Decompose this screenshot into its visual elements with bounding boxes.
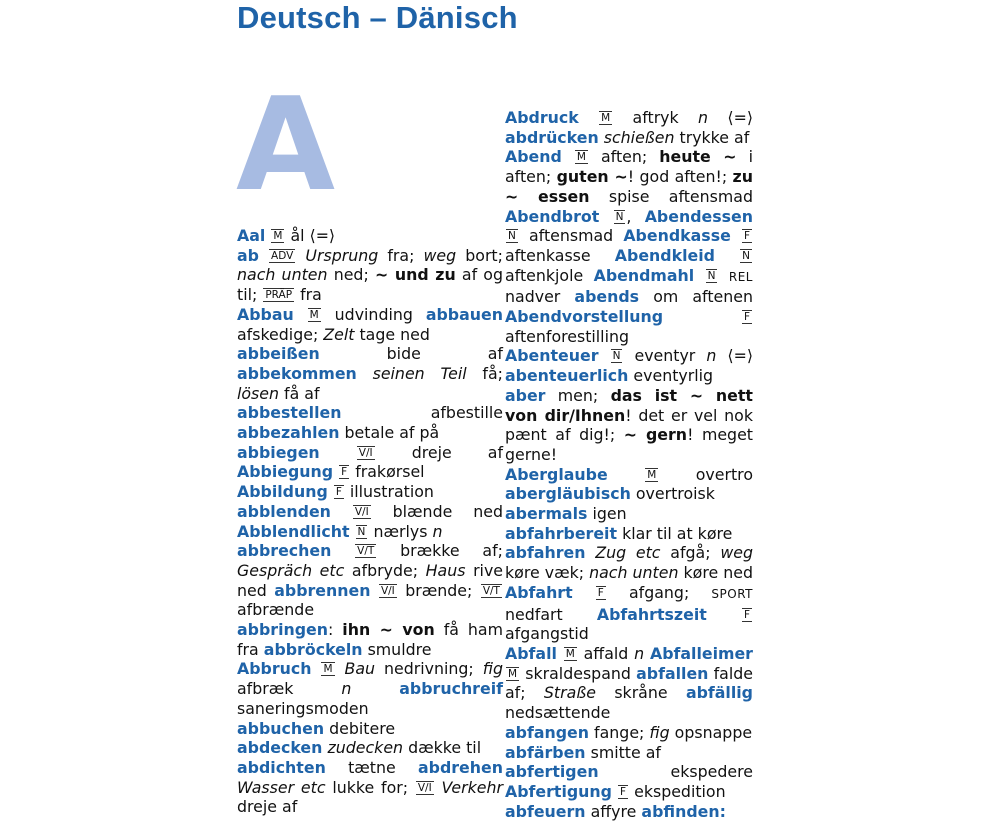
dictionary-entry: [237, 620, 503, 659]
dictionary-entry: [505, 723, 753, 743]
headword: Abendmahl: [593, 265, 695, 285]
dictionary-column-left: [237, 226, 503, 817]
grammar-tag: PRÄP: [265, 289, 293, 302]
usage-note: n: [432, 521, 443, 541]
translation: aftenkasse: [505, 245, 591, 265]
dictionary-entry: [237, 758, 503, 817]
headword: Abfahrtszeit: [596, 604, 707, 624]
grammar-tag: M: [323, 663, 333, 676]
dictionary-entry: [505, 147, 753, 346]
translation: falde af;: [505, 663, 753, 703]
translation: afbræk: [237, 679, 294, 699]
translation: nedrivning;: [384, 659, 474, 679]
headword: abfertigen: [505, 762, 599, 782]
translation: få ham fra: [237, 620, 503, 659]
translation: afskedige;: [237, 324, 319, 344]
headword: Abenteuer: [505, 346, 599, 366]
headword: Abend: [505, 147, 562, 167]
grammar-tag: M: [601, 112, 611, 124]
translation: opsnappe: [674, 722, 753, 742]
translation: aftryk: [632, 108, 679, 127]
grammar-tag: F: [620, 785, 627, 798]
headword: abdrücken: [505, 127, 599, 147]
headword: Abfalleimer: [649, 643, 753, 663]
headword: Abdruck: [505, 108, 579, 127]
translation: trykke af: [679, 127, 750, 147]
translation: få af: [284, 383, 320, 403]
grammar-tag: V/I: [417, 781, 432, 794]
dictionary-entry: [237, 443, 503, 482]
translation: bort;: [465, 245, 503, 265]
headword: abdrehen: [417, 757, 503, 777]
dictionary-entry: [505, 108, 753, 147]
translation: smitte af: [590, 742, 661, 762]
grammar-tag: N: [508, 230, 516, 243]
dictionary-entry: [237, 226, 503, 246]
translation: brække af;: [400, 541, 503, 561]
translation: afbryde;: [351, 560, 419, 580]
usage-note: weg: [720, 543, 753, 563]
translation: fra: [300, 285, 322, 305]
translation: aftenkjole: [505, 265, 584, 285]
translation: skraldespand: [525, 663, 631, 683]
headword: abbrennen: [274, 580, 371, 600]
phrase: ~ und zu: [374, 265, 456, 285]
grammar-tag: M: [647, 468, 657, 481]
translation: klar til at køre: [622, 523, 733, 543]
headword: Abbruch: [237, 659, 312, 679]
translation: få;: [482, 363, 503, 383]
grammar-tag: F: [743, 230, 750, 243]
headword: Abendvorstellung: [505, 307, 664, 327]
translation: eventyrlig: [633, 366, 714, 386]
translation: afgå;: [670, 543, 711, 563]
usage-note: nach unten: [589, 563, 679, 583]
translation: saneringsmoden: [237, 698, 369, 718]
headword: Abbildung: [237, 482, 328, 502]
translation: om aftenen: [653, 287, 753, 307]
headword: abdichten: [237, 757, 326, 777]
headword: abbruchreif: [399, 679, 503, 699]
headword: abfangen: [505, 722, 590, 742]
translation: afgangstid: [505, 624, 589, 644]
translation: aften;: [601, 147, 648, 167]
dictionary-entry: [237, 344, 503, 403]
translation: skråne: [614, 683, 668, 703]
translation: eventyr: [634, 346, 696, 366]
phrase: heute ~: [659, 147, 737, 167]
grammar-tag: V/I: [354, 505, 369, 518]
headword: abfinden:: [641, 801, 726, 821]
headword: abends: [574, 287, 640, 307]
headword: aber: [505, 385, 546, 405]
grammar-tag: ADV: [271, 249, 294, 262]
headword: Abendkasse: [623, 226, 731, 246]
headword: abbeißen: [237, 344, 320, 364]
usage-note: fig: [649, 722, 670, 742]
domain-label: REL: [728, 269, 753, 284]
phrase: guten ~: [556, 167, 628, 187]
headword: abenteuerlich: [505, 366, 629, 386]
grammar-tag: F: [743, 311, 750, 324]
headword: abfallen: [636, 663, 709, 683]
translation: ned;: [333, 265, 369, 285]
translation: afgang;: [628, 582, 690, 602]
phrase: ~ gern: [623, 425, 688, 445]
translation: illustration: [349, 482, 434, 502]
dictionary-entry: [505, 524, 753, 544]
translation: rive ned: [237, 560, 504, 600]
headword: abbröckeln: [263, 639, 363, 659]
translation: affyre: [590, 801, 637, 821]
headword: Abbau: [237, 304, 294, 324]
translation: ⟨=⟩: [727, 346, 753, 366]
headword: Abfall: [505, 643, 557, 663]
dictionary-entry: [505, 386, 753, 465]
translation: ⟨=⟩: [727, 108, 753, 127]
usage-note: Straße: [543, 683, 596, 703]
translation: dække til: [408, 738, 482, 758]
usage-note: Verkehr: [441, 777, 503, 797]
headword: Aberglaube: [505, 464, 608, 484]
grammar-tag: V/T: [357, 545, 375, 558]
headword: abbrechen: [237, 541, 332, 561]
dictionary-entry: [237, 403, 503, 442]
grammar-tag: M: [565, 647, 575, 660]
section-letter: A: [236, 71, 336, 220]
translation: dreje af: [237, 797, 298, 817]
usage-note: Gespräch etc: [237, 560, 345, 580]
headword: Abfahrt: [505, 582, 573, 602]
dictionary-entry: [505, 802, 753, 821]
usage-note: Zug etc: [595, 543, 661, 563]
usage-note: seinen Teil: [372, 363, 467, 383]
phrase: zu ~ essen: [505, 167, 753, 206]
headword: Abendbrot: [505, 206, 600, 226]
translation: smuldre: [367, 639, 432, 659]
page-header: Deutsch – Dänisch: [237, 0, 518, 35]
usage-note: Ursprung: [305, 245, 379, 265]
headword: abbestellen: [237, 403, 342, 423]
grammar-tag: N: [707, 269, 716, 282]
grammar-tag: F: [341, 466, 348, 479]
dictionary-entry: [505, 504, 753, 524]
translation: ål ⟨=⟩: [290, 226, 336, 245]
grammar-tag: V/I: [380, 584, 395, 597]
headword: abfahrbereit: [505, 523, 618, 543]
usage-note: n: [706, 346, 717, 366]
translation: affald: [583, 643, 629, 663]
translation: overtroisk: [635, 484, 715, 504]
usage-note: Bau: [344, 659, 376, 679]
translation: lukke for;: [332, 777, 409, 797]
grammar-tag: F: [597, 586, 604, 599]
headword: Abfertigung: [505, 781, 612, 801]
usage-note: Zelt: [323, 324, 355, 344]
translation: ,: [626, 206, 632, 226]
dictionary-entry: [505, 743, 753, 763]
translation: tage ned: [359, 324, 430, 344]
translation: betale af på: [344, 423, 440, 443]
headword: abbekommen: [237, 363, 357, 383]
dictionary-entry: [237, 305, 503, 344]
usage-note: Wasser etc: [237, 777, 326, 797]
dictionary-column-right: [505, 108, 753, 821]
phrase: das ist ~ nett von dir/Ihnen: [505, 385, 753, 425]
headword: Abbiegung: [237, 462, 334, 482]
translation: ! meget gerne!: [505, 425, 753, 464]
dictionary-entry: [237, 719, 503, 739]
dictionary-entry: [505, 644, 753, 723]
translation: ! god aften!;: [627, 167, 728, 187]
usage-note: schießen: [603, 127, 675, 147]
grammar-tag: V/I: [358, 446, 373, 459]
grammar-tag: N: [615, 210, 624, 223]
translation: debitere: [329, 718, 396, 738]
usage-note: n: [634, 643, 645, 663]
translation: nærlys: [373, 521, 428, 541]
translation: overtro: [695, 464, 753, 484]
headword: abbuchen: [237, 718, 325, 738]
headword: ab: [237, 245, 259, 265]
translation: afbestille: [430, 403, 503, 423]
translation: fange;: [594, 722, 645, 742]
grammar-tag: V/T: [482, 584, 500, 597]
translation: udvinding: [334, 304, 413, 324]
headword: Aal: [237, 226, 266, 245]
translation: afbrænde: [237, 600, 315, 620]
headword: abermals: [505, 504, 588, 524]
dictionary-entry: [237, 482, 503, 502]
headword: Abblendlicht: [237, 521, 350, 541]
translation: køre ned: [683, 563, 753, 583]
headword: abblenden: [237, 501, 331, 521]
translation: aftensmad: [528, 226, 614, 246]
headword: abbiegen: [237, 442, 320, 462]
grammar-tag: F: [335, 486, 342, 499]
dictionary-entry: [237, 738, 503, 758]
grammar-tag: N: [612, 350, 621, 363]
translation: spise aftensmad: [608, 186, 753, 206]
headword: abbauen: [425, 304, 503, 324]
translation: igen: [592, 504, 627, 524]
translation: brænde;: [405, 580, 473, 600]
translation: i aften;: [505, 147, 753, 187]
dictionary-entry: [505, 465, 753, 504]
usage-note: lösen: [237, 383, 280, 403]
usage-note: zudecken: [327, 738, 404, 758]
dictionary-entry: [237, 502, 503, 541]
grammar-tag: N: [742, 249, 750, 262]
headword: abbezahlen: [237, 423, 340, 443]
translation: aftenforestilling: [505, 326, 629, 346]
translation: nedfart: [505, 604, 563, 624]
translation: nadver: [505, 287, 561, 307]
dictionary-entry: [237, 246, 503, 305]
dictionary-entry: [505, 346, 753, 385]
translation: dreje af: [411, 442, 504, 462]
usage-note: nach unten: [237, 265, 328, 285]
dictionary-entry: [505, 543, 753, 644]
headword: Abendessen: [644, 206, 753, 226]
grammar-tag: N: [357, 525, 366, 538]
translation: frakørsel: [355, 462, 425, 482]
translation: fra;: [387, 245, 415, 265]
usage-note: weg: [423, 245, 457, 265]
grammar-tag: M: [576, 151, 586, 164]
translation: ! det er vel nok pænt af dig!;: [505, 405, 753, 445]
usage-note: n: [698, 108, 709, 127]
headword: Abendkleid: [614, 245, 715, 265]
usage-note: fig: [482, 659, 503, 679]
usage-note: n: [341, 679, 352, 699]
headword: abfärben: [505, 742, 586, 762]
usage-note: Haus: [425, 560, 466, 580]
translation: nedsættende: [505, 703, 611, 723]
domain-label: SPORT: [711, 586, 753, 601]
translation: ekspedition: [634, 781, 726, 801]
translation: køre væk;: [505, 563, 585, 583]
dictionary-entry: [237, 659, 503, 718]
translation: :: [328, 620, 334, 640]
dictionary-entry: [237, 541, 503, 620]
translation: blænde ned: [392, 501, 503, 521]
grammar-tag: M: [273, 230, 283, 242]
headword: abbringen: [237, 620, 328, 640]
dictionary-entry: [505, 762, 753, 801]
headword: abfahren: [505, 543, 586, 563]
translation: ekspedere: [670, 762, 753, 782]
headword: abdecken: [237, 738, 323, 758]
headword: abfeuern: [505, 801, 586, 821]
translation: af og til;: [237, 265, 503, 305]
translation: bide af: [386, 344, 503, 364]
headword: abfällig: [685, 683, 753, 703]
translation: men;: [557, 385, 599, 405]
translation: tætne: [348, 757, 396, 777]
phrase: ihn ~ von: [342, 620, 435, 640]
headword: abergläubisch: [505, 484, 631, 504]
grammar-tag: F: [743, 608, 750, 621]
grammar-tag: M: [309, 308, 319, 321]
grammar-tag: M: [508, 667, 518, 680]
